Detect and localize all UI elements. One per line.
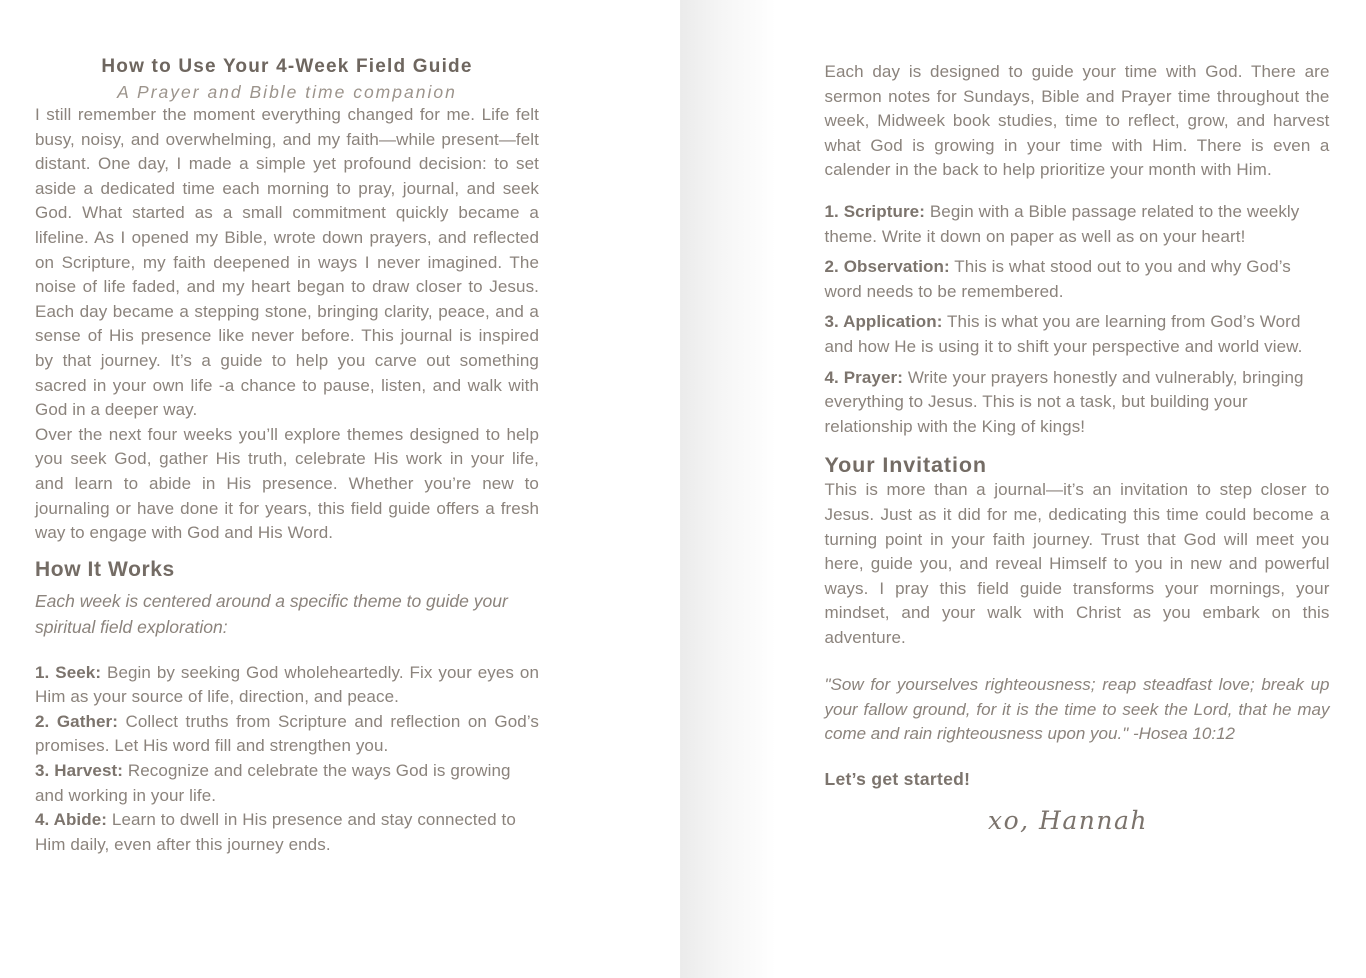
page-right bbox=[680, 0, 1366, 978]
step-label: 4. Prayer: bbox=[824, 367, 903, 387]
right-page-content bbox=[825, 60, 1330, 835]
step-text: This is what stood out to you and why God’s word needs to be remembered. bbox=[824, 257, 1291, 301]
step-item-scripture bbox=[825, 200, 1330, 249]
step-label: 4. Abide: bbox=[35, 810, 108, 830]
step-item-abide bbox=[35, 808, 539, 857]
step-text: Begin by seeking God wholeheartedly. Fix your eyes on Him as your source of life, direction, and peace. bbox=[35, 662, 539, 707]
daily-guide-paragraph: Each day is designed to guide your time with God. There are sermon notes for Sundays, Bible and Prayer time throughout the week, Midweek book studies, time to reflect, grow, and harvest what God is growing in your time with Him. There is even a calender in the back to help prioritize your month with Him. bbox=[824, 62, 1330, 180]
step-text: Begin with a Bible passage related to the weekly theme. Write it down on paper as well as on your heart! bbox=[824, 201, 1300, 246]
soap-steps-list bbox=[825, 200, 1330, 439]
invitation-paragraph: This is more than a journal—it’s an invitation to step closer to Jesus. Just as it did for me, dedicating this time could become a turning point in your faith journey. Trust that God will meet you here, guide you, and reveal Himself to you in new and powerful ways. I pray this field guide transforms your mornings, your mindset, and your walk with Christ as you embark on this adventure. bbox=[824, 480, 1330, 647]
closing-line: Let’s get started! bbox=[824, 769, 971, 790]
step-label: 3. Harvest: bbox=[35, 761, 124, 781]
page-subtitle: A Prayer and Bible time companion bbox=[117, 82, 457, 102]
step-text: Collect truths from Scripture and reflection on God’s promises. Let His word fill and strengthen you. bbox=[35, 711, 539, 756]
scripture-quote: "Sow for yourselves righteousness; reap steadfast love; break up your fallow ground, for it is the time to seek the Lord, that he may come and rain righteousness upon you." -Hosea 10:12 bbox=[824, 675, 1330, 743]
step-label: 2. Gather: bbox=[35, 711, 118, 731]
field-steps-list bbox=[35, 661, 539, 858]
author-signature: xo, Hannah bbox=[988, 806, 1148, 836]
step-item-observation bbox=[825, 255, 1330, 304]
page-left bbox=[0, 0, 680, 978]
step-item-harvest bbox=[35, 759, 539, 808]
step-item-seek bbox=[35, 661, 539, 710]
step-label: 1. Seek: bbox=[35, 662, 102, 682]
page-title: How to Use Your 4-Week Field Guide bbox=[101, 56, 473, 77]
step-item-application bbox=[825, 310, 1330, 359]
intro-paragraph-1: I still remember the moment everything changed for me. Life felt busy, noisy, and overwhelming, and my faith—while present—felt distant. One day, I made a simple yet profound decision: to set aside a dedicated time each morning to pray, journal, and seek God. What started as a small commitment quickly became a lifeline. As I opened my Bible, wrote down prayers, and reflected on Scripture, my faith deepened in ways I never imagined. The noise of life faded, and my heart began to draw closer to Jesus. Each day became a stepping stone, bringing clarity, peace, and a sense of His presence like never before. This journal is inspired by that journey. It’s a guide to help you carve out something sacred in your own life -a chance to pause, listen, and walk with God in a deeper way. bbox=[35, 105, 539, 420]
step-label: 3. Application: bbox=[824, 312, 943, 332]
your-invitation-heading: Your Invitation bbox=[824, 453, 987, 478]
step-text: This is what you are learning from God’s Word and how He is using it to shift your perspective and world view. bbox=[824, 312, 1303, 356]
step-label: 1. Scripture: bbox=[824, 201, 925, 221]
left-page-content bbox=[35, 56, 539, 857]
step-label: 2. Observation: bbox=[824, 257, 950, 277]
how-it-works-heading: How It Works bbox=[35, 557, 175, 581]
step-text: Learn to dwell in His presence and stay connected to Him daily, even after this journey ends. bbox=[35, 810, 516, 854]
step-item-gather bbox=[35, 710, 539, 759]
intro-paragraph-2: Over the next four weeks you’ll explore themes designed to help you seek God, gather His truth, celebrate His work in your life, and learn to abide in His presence. Whether you’re new to journaling or have done it for years, this field guide offers a fresh way to engage with God and His Word. bbox=[35, 424, 539, 543]
step-item-prayer bbox=[825, 366, 1330, 440]
how-it-works-note: Each week is centered around a specific theme to guide your spiritual field exploration: bbox=[35, 590, 508, 638]
step-text: Write your prayers honestly and vulnerably, bringing everything to Jesus. This is not a task, but building your relationship with the King of kings! bbox=[824, 367, 1304, 436]
step-text: Recognize and celebrate the ways God is growing and working in your life. bbox=[35, 761, 511, 805]
